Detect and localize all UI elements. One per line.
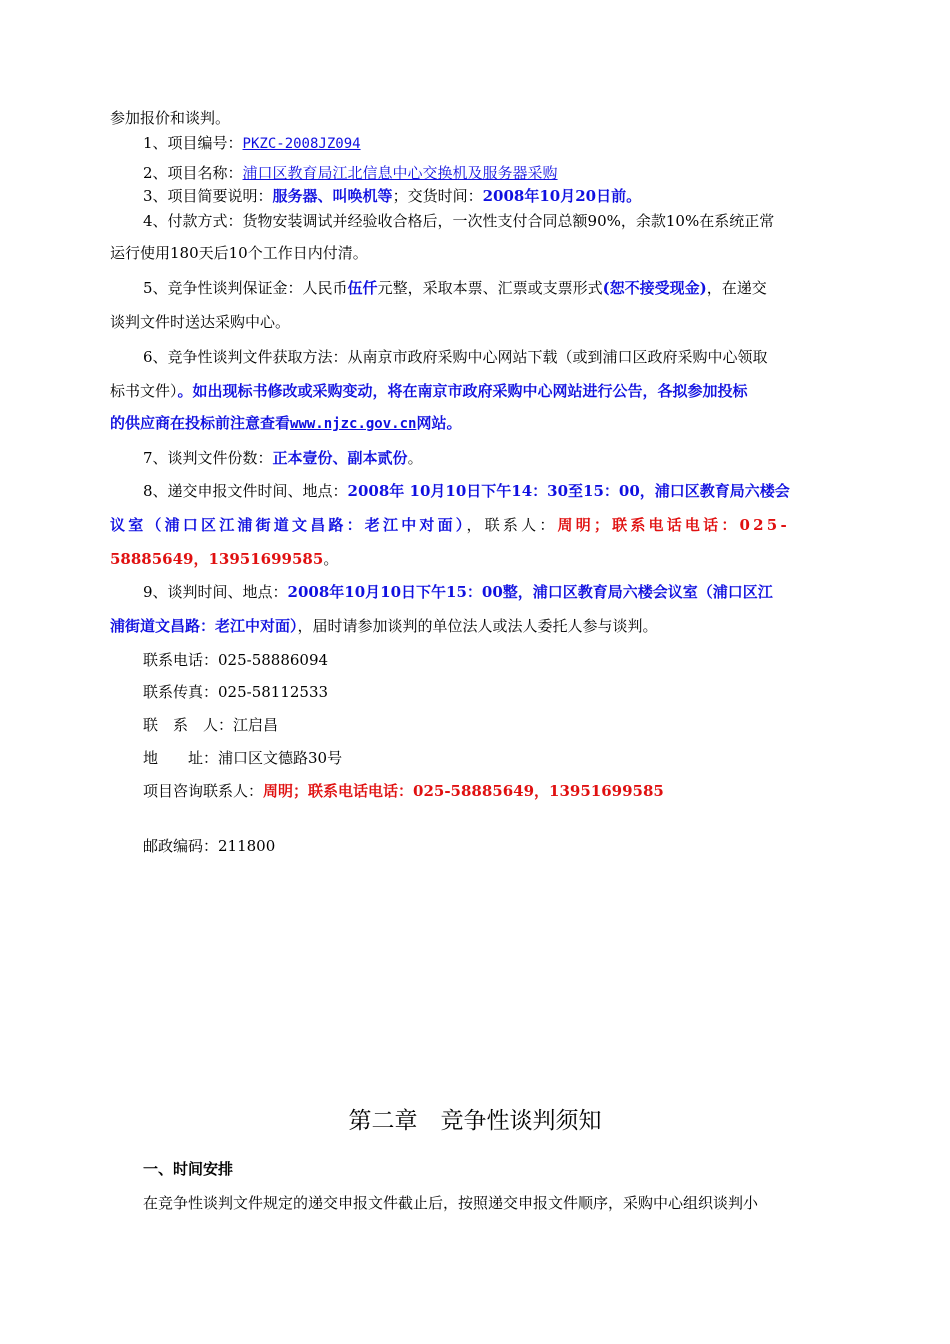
item-9-line-2 [110, 616, 658, 636]
submission-time: 2008年 10月10日下午14：30至15：00，浦口区教育局六楼会 [347, 482, 790, 500]
item-9-note: ，届时请参加谈判的单位法人或法人委托人参与谈判。 [297, 617, 658, 635]
item-9-label: 9、谈判时间、地点： [143, 583, 288, 601]
item-8-end: 。 [323, 550, 339, 568]
item-8-contact: 周明；联系电话电话：025- [557, 516, 790, 534]
section-text: 在竞争性谈判文件规定的递交申报文件截止后，按照递交申报文件顺序，采购中心组织谈判小 [143, 1194, 759, 1212]
item-3-sep: ；交货时间： [392, 187, 483, 205]
consult-contact [143, 781, 664, 801]
contact-person: 联 系 人：江启昌 [143, 716, 279, 734]
item-6-line-3-pre: 的供应商在投标前注意查看 [110, 414, 291, 432]
submission-place: 议室（浦口区江浦街道文昌路：老江中对面） [110, 516, 467, 534]
project-summary: 服务器、叫唤机等 [272, 187, 393, 205]
consult-label: 项目咨询联系人： [143, 782, 264, 800]
item-8-line-2 [110, 515, 790, 535]
item-5-line-2: 谈判文件时送达采购中心。 [110, 313, 291, 331]
item-6-plain: 标书文件） [110, 382, 178, 400]
item-3-label: 3、项目简要说明： [143, 187, 273, 205]
consult-value: 周明；联系电话电话：025-58885649，13951699585 [263, 782, 664, 800]
contact-address: 地 址：浦口区文德路30号 [143, 749, 343, 767]
project-name: 浦口区教育局江北信息中心交换机及服务器采购 [242, 164, 558, 182]
contact-fax: 联系传真：025-58112533 [143, 683, 329, 701]
item-5-pre: 5、竞争性谈判保证金：人民币 [143, 279, 348, 297]
item-5-post: ，在递交 [706, 279, 767, 297]
item-8-contact-label: ，联系人： [466, 516, 558, 534]
item-8-line-1 [143, 481, 790, 501]
item-5-mid: 元整，采取本票、汇票或支票形式 [377, 279, 603, 297]
item-6-notice: 。如出现标书修改或采购变动，将在南京市政府采购中心网站进行公告，各拟参加投标 [177, 382, 748, 400]
item-9-line-1 [143, 582, 773, 602]
item-6-line-3-post: 网站。 [416, 414, 462, 432]
section-heading: 一、时间安排 [143, 1160, 234, 1178]
item-8-label: 8、递交申报文件时间、地点： [143, 482, 348, 500]
no-cash-note: (恕不接受现金) [602, 279, 707, 297]
item-6-line-2 [110, 381, 748, 401]
item-1 [143, 133, 361, 154]
item-7-label: 7、谈判文件份数： [143, 449, 273, 467]
item-8-phones: 58885649，13951699585 [110, 550, 324, 568]
item-8-line-3 [110, 549, 338, 569]
website-link[interactable]: www.njzc.gov.cn [290, 416, 417, 432]
negotiation-time: 2008年10月10日下午15：00整，浦口区教育局六楼会议室（浦口区江 [287, 583, 773, 601]
deposit-amount: 伍仟 [347, 279, 378, 297]
intro-line: 参加报价和谈判。 [110, 109, 231, 127]
item-1-label: 1、项目编号： [143, 134, 243, 152]
item-2-label: 2、项目名称： [143, 164, 243, 182]
item-6-line-3 [110, 413, 461, 434]
item-4-line-2: 运行使用180天后10个工作日内付清。 [110, 244, 368, 262]
copies-count: 正本壹份、副本贰份 [272, 449, 408, 467]
item-7-end: 。 [407, 449, 423, 467]
item-2 [143, 163, 558, 183]
negotiation-place: 浦街道文昌路：老江中对面） [110, 617, 298, 635]
item-7 [143, 448, 423, 468]
item-5 [143, 278, 767, 298]
delivery-date: 2008年10月20日前。 [482, 187, 642, 205]
item-6-line-1: 6、竞争性谈判文件获取方法：从南京市政府采购中心网站下载（或到浦口区政府采购中心领取 [143, 348, 768, 366]
item-3 [143, 186, 641, 206]
postcode: 邮政编码：211800 [143, 837, 276, 855]
item-4-line-1: 4、付款方式：货物安装调试并经验收合格后，一次性支付合同总额90%，余款10%在系统正常 [143, 212, 775, 230]
project-number: PKZC-2008JZ094 [242, 136, 361, 152]
contact-phone: 联系电话：025-58886094 [143, 651, 329, 669]
chapter-title: 第二章 竞争性谈判须知 [348, 1108, 602, 1134]
